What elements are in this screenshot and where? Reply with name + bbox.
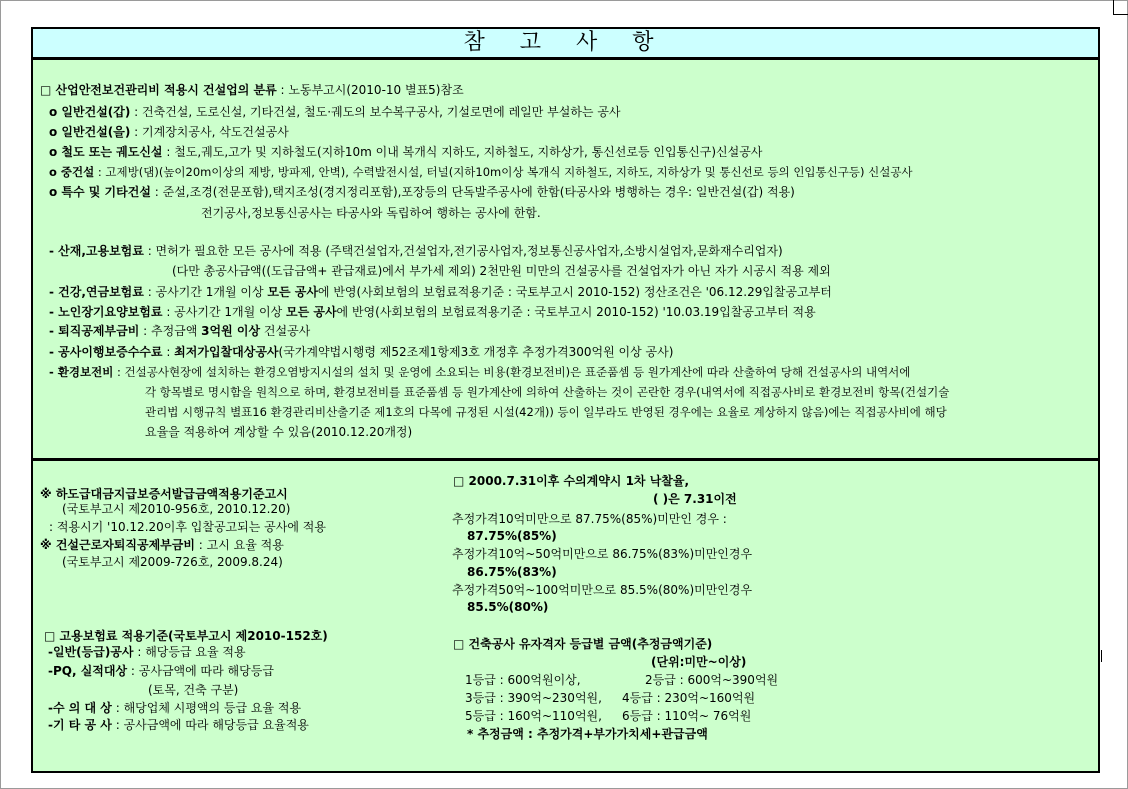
- long-term-care-line: - 노인장기요양보험료 : 공사기간 1개월 이상 모든 공사에 반영(사회보험의 보험료적용기준 : 국토부고시 2010-152) '10.03.19입찰공고부터 적용: [49, 305, 816, 319]
- subcontract-guarantee-heading: ※ 하도급대금지급보증서발급금액적용기준고시: [40, 487, 288, 501]
- environment-cost-cont-2: 관리법 시행규칙 별표16 환경관리비산출기준 제1호의 다목에 규정된 시설(42개)) 등이 일부라도 반영된 경우에는 요율로 계상하지 않음)에는 직접공사비에 해당: [145, 405, 947, 419]
- railway-construction-line: o 철도 또는 궤도신설 : 철도,궤도,고가 및 지하철도(지하10m 이내 복개식 지하도, 지하철도, 지하상가, 통신선로등 인입통신구)신설공사: [49, 145, 763, 159]
- heavy-construction-line: o 중건설 : 고제방(댐)(높이20m이상의 제방, 방파제, 안벽), 수력발전시설, 터널(지하10m이상 복개식 지하철도, 지하도, 지하상가 및 통신선로 등의 인입통신구등) 신설공사: [49, 165, 913, 179]
- page-title: 참 고 사 항: [31, 27, 1100, 59]
- rate-under-10b: 추정가격10억미만으로 87.75%(85%)미만인 경우 :: [452, 512, 727, 526]
- special-construction-note: 전기공사,정보통신공사는 타공사와 독립하여 행하는 공사에 한함.: [201, 206, 541, 220]
- insurance-line: - 산재,고용보험료 : 면허가 필요한 모든 공사에 적용 (주택건설업자,건설업자,전기공사업자,정보통신공사업자,소방시설업자,문화재수리업자): [49, 244, 783, 258]
- worker-retirement-line: ※ 건설근로자퇴직공제부금비 : 고시 요율 적용: [40, 538, 284, 552]
- environment-cost-line: - 환경보전비 : 건설공사현장에 설치하는 환경오염방지시설의 설치 및 운영에 소요되는 비용(환경보전비)은 표준품셈 등 원가계산에 따라 산출하여 당해 건설공사의 내역서에: [49, 365, 911, 379]
- rate-under-10b-value: 87.75%(85%): [467, 529, 557, 543]
- special-construction-line: o 특수 및 기타건설 : 준설,조경(전문포함),택지조성(경지정리포함),포장등의 단독발주공사에 한함(타공사와 병행하는 경우: 일반건설(갑) 적용): [49, 185, 795, 199]
- general-construction-a-line: o 일반건설(갑) : 건축건설, 도로신설, 기타건설, 철도·궤도의 보수복구공사, 기설로면에 레일만 부설하는 공사: [49, 105, 621, 119]
- corner-mark: [1113, 14, 1128, 15]
- rate-50b-100b: 추정가격50억~100억미만으로 85.5%(80%)미만인경우: [452, 583, 753, 597]
- insurance-note: (다만 총공사금액((도급금액+ 관급재료)에서 부가세 제외) 2천만원 미만의 건설공사를 건설업자가 아닌 자가 시공시 적용 제외: [172, 264, 831, 278]
- general-construction-b-line: o 일반건설(을) : 기계장치공사, 삭도건설공사: [49, 125, 289, 139]
- environment-cost-cont-1: 각 항목별로 명시함을 원칙으로 하며, 환경보전비를 표준품셈 등 원가계산에 의하여 산출하는 것이 곤란한 경우(내역서에 직접공사비로 환경보전비 항목(건설기술: [145, 385, 950, 399]
- employment-general-line: -일반(등급)공사 : 해당등급 요율 적용: [48, 645, 246, 659]
- grade-3-4-row: 3등급 : 390억~230억원, 4등급 : 230억~160억원: [465, 691, 756, 705]
- corner-mark: [1113, 0, 1114, 14]
- environment-cost-cont-3: 요율을 적용하여 계상할 수 있음(2010.12.20개정): [145, 425, 413, 439]
- employment-other-line: -기 타 공 사 : 공사금액에 따라 해당등급 요율적용: [48, 718, 309, 732]
- rate-50b-100b-value: 85.5%(80%): [467, 600, 549, 614]
- employment-insurance-heading: □ 고용보험료 적용기준(국토부고시 제2010-152호): [44, 629, 328, 643]
- text-cursor: [1101, 650, 1102, 662]
- employment-negotiated-line: -수 의 대 상 : 해당업체 시평액의 등급 요율 적용: [48, 701, 302, 715]
- grade-5-6-row: 5등급 : 160억~110억원, 6등급 : 110억~ 76억원: [465, 709, 752, 723]
- employment-pq-line: -PQ, 실적대상 : 공사금액에 따라 해당등급: [48, 664, 274, 678]
- safety-cost-classification-line: □ 산업안전보건관리비 적용시 건설업의 분류 : 노동부고시(2010-10 별표5)참조: [40, 83, 464, 97]
- estimated-amount-note: * 추정금액 : 추정가격+부가가치세+관급금액: [467, 727, 708, 741]
- performance-guarantee-line: - 공사이행보증수수료 : 최저가입찰대상공사(국가계약법시행령 제52조제1항제3호 개정후 추정가격300억원 이상 공사): [49, 345, 674, 359]
- grade-1-2-row: 1등급 : 600억원이상, 2등급 : 600억~390억원: [465, 673, 779, 687]
- grade-amount-heading: □ 건축공사 유자격자 등급별 금액(추정금액기준): [453, 637, 713, 651]
- employment-pq-note: (토목, 건축 구분): [148, 683, 239, 697]
- grade-amount-unit: (단위:미만~이상): [651, 655, 747, 669]
- subcontract-guarantee-ref: (국토부고시 제2010-956호, 2010.12.20): [62, 502, 291, 516]
- rate-10b-50b: 추정가격10억~50억미만으로 86.75%(83%)미만인경우: [452, 547, 753, 561]
- subcontract-guarantee-period: : 적용시기 '10.12.20이후 입찰공고되는 공사에 적용: [49, 520, 326, 534]
- negotiated-contract-heading: □ 2000.7.31이후 수의계약시 1차 낙찰율,: [453, 474, 690, 488]
- negotiated-contract-note: ( )은 7.31이전: [653, 492, 737, 506]
- rate-10b-50b-value: 86.75%(83%): [467, 565, 557, 579]
- retirement-deduction-line: - 퇴직공제부금비 : 추정금액 3억원 이상 건설공사: [49, 324, 311, 338]
- worker-retirement-ref: (국토부고시 제2009-726호, 2009.8.24): [62, 555, 283, 569]
- health-pension-line: - 건강,연금보험료 : 공사기간 1개월 이상 모든 공사에 반영(사회보험의 보험료적용기준 : 국토부고시 2010-152) 정산조건은 '06.12.29입찰공고부터: [49, 285, 832, 299]
